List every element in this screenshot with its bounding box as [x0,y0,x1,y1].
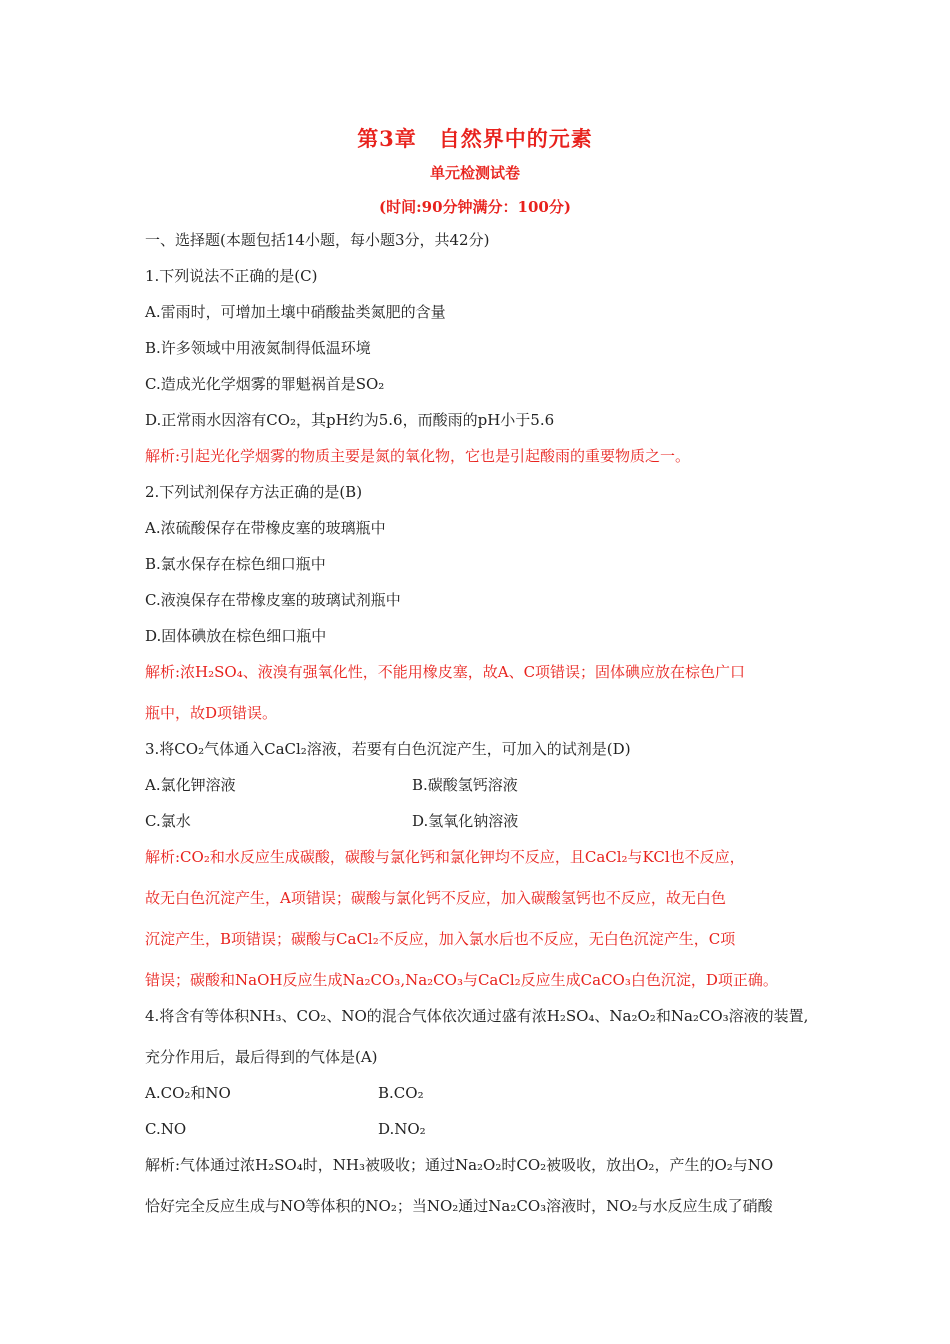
time-score-info: (时间:90分钟满分：100分) [379,198,571,216]
q2-option-a: A.浓硫酸保存在带橡皮塞的玻璃瓶中 [145,519,386,537]
q3-stem: 3.将CO₂气体通入CaCl₂溶液，若要有白色沉淀产生，可加入的试剂是(D) [145,740,631,758]
q1-stem: 1.下列说法不正确的是(C) [145,267,318,285]
q3-option-c: C.氯水 [145,812,191,830]
q3-option-d: D.氢氧化钠溶液 [412,812,519,830]
q2-option-d: D.固体碘放在棕色细口瓶中 [145,627,327,645]
q1-option-c: C.造成光化学烟雾的罪魁祸首是SO₂ [145,375,385,393]
section-heading: 一、选择题(本题包括14小题，每小题3分，共42分) [145,231,490,249]
chapter-title: 第3章 自然界中的元素 [357,126,593,151]
q3-analysis-line-4: 错误；碳酸和NaOH反应生成Na₂CO₃,Na₂CO₃与CaCl₂反应生成CaCO₃白色沉淀，D项正确。 [145,971,778,989]
q1-option-d: D.正常雨水因溶有CO₂，其pH约为5.6，而酸雨的pH小于5.6 [145,411,555,429]
q2-option-c: C.液溴保存在带橡皮塞的玻璃试剂瓶中 [145,591,401,609]
q3-option-b: B.碳酸氢钙溶液 [412,776,518,794]
q1-option-a: A.雷雨时，可增加土壤中硝酸盐类氮肥的含量 [145,303,446,321]
test-subtitle: 单元检测试卷 [429,164,520,182]
q2-option-b: B.氯水保存在棕色细口瓶中 [145,555,326,573]
q4-stem-line-1: 4.将含有等体积NH₃、CO₂、NO的混合气体依次通过盛有浓H₂SO₄、Na₂O₂和Na₂CO₃溶液的装置, [145,1007,809,1025]
q4-stem-line-2: 充分作用后，最后得到的气体是(A) [145,1048,378,1066]
q3-analysis-line-3: 沉淀产生，B项错误；碳酸与CaCl₂不反应，加入氯水后也不反应，无白色沉淀产生，C项 [145,930,736,948]
q4-option-b: B.CO₂ [378,1084,424,1102]
q1-analysis: 解析:引起光化学烟雾的物质主要是氮的氧化物，它也是引起酸雨的重要物质之一。 [145,447,691,465]
q4-option-a: A.CO₂和NO [145,1084,231,1102]
q4-option-d: D.NO₂ [378,1120,426,1138]
q4-analysis-line-1: 解析:气体通过浓H₂SO₄时，NH₃被吸收；通过Na₂O₂时CO₂被吸收，放出O₂，产生的O₂与NO [145,1156,774,1174]
q2-stem: 2.下列试剂保存方法正确的是(B) [145,483,363,501]
q4-analysis-line-2: 恰好完全反应生成与NO等体积的NO₂；当NO₂通过Na₂CO₃溶液时，NO₂与水反应生成了硝酸 [145,1197,773,1215]
q3-analysis-line-2: 故无白色沉淀产生，A项错误；碳酸与氯化钙不反应，加入碳酸氢钙也不反应，故无白色 [145,889,726,907]
q3-analysis-line-1: 解析:CO₂和水反应生成碳酸，碳酸与氯化钙和氯化钾均不反应，且CaCl₂与KCl也不反应， [145,848,745,866]
q1-option-b: B.许多领域中用液氮制得低温环境 [145,339,371,357]
q3-option-a: A.氯化钾溶液 [145,776,236,794]
q2-analysis-line-2: 瓶中，故D项错误。 [145,704,278,722]
q2-analysis-line-1: 解析:浓H₂SO₄、液溴有强氧化性，不能用橡皮塞，故A、C项错误；固体碘应放在棕色广口 [145,663,746,681]
q4-option-c: C.NO [145,1120,187,1138]
